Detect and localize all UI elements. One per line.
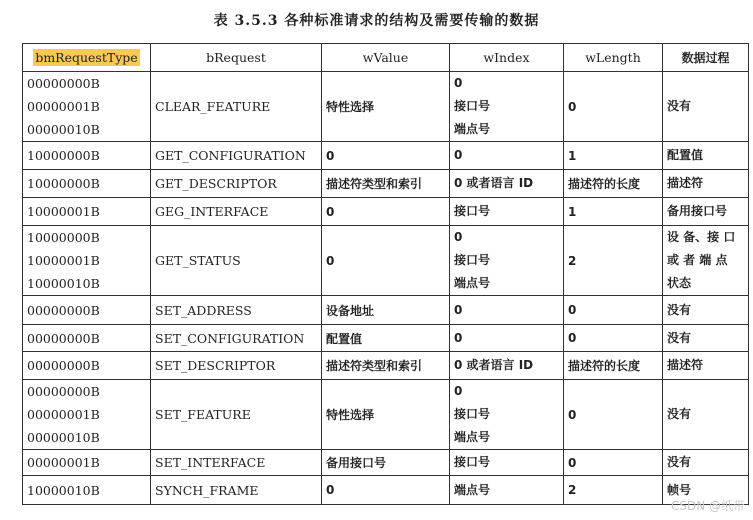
cell-bmrequesttype-line: 10000000B [27, 148, 100, 163]
cell-windex-line: 0 [454, 330, 463, 345]
cell-bmrequesttype [23, 170, 151, 198]
cell-data-stage-line: 状态 [667, 276, 692, 290]
cell-data-stage [663, 72, 749, 142]
cell-windex-line: 端点号 [454, 276, 491, 290]
cell-wlength: 1 [564, 142, 663, 170]
cell-brequest: CLEAR_FEATURE [151, 72, 322, 142]
cell-windex-line: 接口号 [454, 407, 491, 421]
cell-bmrequesttype-line: 00000000B [27, 384, 100, 399]
cell-wvalue: 特性选择 [322, 380, 450, 450]
cell-bmrequesttype [23, 142, 151, 170]
cell-windex-line: 接口号 [454, 253, 491, 267]
cell-wvalue: 0 [322, 142, 450, 170]
cell-wlength: 0 [564, 296, 663, 325]
cell-data-stage [663, 198, 749, 226]
header-wlength: wLength [564, 44, 663, 72]
cell-bmrequesttype [23, 352, 151, 380]
cell-data-stage [663, 142, 749, 170]
cell-wvalue: 描述符类型和索引 [322, 170, 450, 198]
cell-bmrequesttype-line: 10000010B [27, 276, 100, 291]
cell-bmrequesttype-line: 10000001B [27, 253, 100, 268]
cell-wlength: 0 [564, 450, 663, 476]
cell-wvalue: 0 [322, 476, 450, 505]
cell-data-stage-line: 备用接口号 [667, 204, 728, 218]
cell-windex-line: 0 [454, 148, 463, 162]
cell-windex [450, 450, 564, 476]
cell-wlength: 0 [564, 72, 663, 142]
cell-wlength: 描述符的长度 [564, 352, 663, 380]
cell-wlength: 1 [564, 198, 663, 226]
cell-bmrequesttype [23, 476, 151, 505]
cell-brequest: GET_STATUS [151, 226, 322, 296]
table-row [23, 325, 749, 352]
cell-windex-line: 端点号 [454, 430, 491, 444]
cell-bmrequesttype-line: 00000000B [27, 358, 100, 373]
cell-data-stage [663, 170, 749, 198]
cell-windex-line: 0 [454, 384, 463, 398]
cell-bmrequesttype-line: 00000001B [27, 99, 100, 114]
header-wvalue: wValue [322, 44, 450, 72]
table-row [23, 198, 749, 226]
cell-data-stage-line: 没有 [667, 302, 692, 317]
cell-windex [450, 476, 564, 505]
cell-wvalue: 设备地址 [322, 296, 450, 325]
cell-bmrequesttype-line: 00000000B [27, 302, 100, 318]
cell-bmrequesttype [23, 72, 151, 142]
cell-windex [450, 380, 564, 450]
table-row [23, 142, 749, 170]
cell-data-stage-line: 帧号 [667, 482, 692, 497]
cell-data-stage [663, 226, 749, 296]
cell-brequest: SET_DESCRIPTOR [151, 352, 322, 380]
cell-wvalue: 0 [322, 198, 450, 226]
cell-windex [450, 72, 564, 142]
cell-wvalue: 特性选择 [322, 72, 450, 142]
table-row [23, 296, 749, 325]
cell-data-stage [663, 380, 749, 450]
table-row [23, 450, 749, 476]
cell-bmrequesttype [23, 296, 151, 325]
cell-bmrequesttype-line: 00000000B [27, 76, 100, 91]
cell-bmrequesttype [23, 198, 151, 226]
cell-wlength: 0 [564, 380, 663, 450]
cell-data-stage [663, 352, 749, 380]
table-row [23, 380, 749, 450]
cell-data-stage [663, 325, 749, 352]
table-row [23, 476, 749, 505]
cell-wvalue: 备用接口号 [322, 450, 450, 476]
cell-windex-line: 端点号 [454, 482, 491, 497]
header-bmrequesttype: bmRequestType [23, 44, 151, 72]
table-row [23, 170, 749, 198]
cell-data-stage-line: 没有 [667, 330, 692, 345]
cell-wvalue: 0 [322, 226, 450, 296]
cell-data-stage-line: 没有 [667, 407, 692, 421]
header-windex: wIndex [450, 44, 564, 72]
cell-windex [450, 226, 564, 296]
cell-windex-line: 0 或者语言 ID [454, 176, 534, 190]
cell-bmrequesttype-line: 10000000B [27, 176, 100, 191]
cell-wlength: 2 [564, 226, 663, 296]
cell-wlength: 0 [564, 325, 663, 352]
cell-data-stage-line: 没有 [667, 99, 692, 113]
table-row [23, 72, 749, 142]
cell-bmrequesttype-line: 10000001B [27, 204, 100, 219]
cell-bmrequesttype-line: 10000000B [27, 230, 100, 245]
header-data-stage: 数据过程 [663, 44, 749, 72]
cell-windex [450, 325, 564, 352]
cell-brequest: SET_FEATURE [151, 380, 322, 450]
cell-bmrequesttype-line: 00000010B [27, 122, 100, 137]
cell-brequest: SET_INTERFACE [151, 450, 322, 476]
cell-data-stage-line: 描述符 [667, 358, 704, 372]
cell-brequest: SET_CONFIGURATION [151, 325, 322, 352]
cell-wlength: 2 [564, 476, 663, 505]
cell-wvalue: 描述符类型和索引 [322, 352, 450, 380]
cell-windex-line: 端点号 [454, 122, 491, 136]
standard-requests-table [22, 43, 749, 505]
cell-windex-line: 0 或者语言 ID [454, 358, 534, 372]
cell-bmrequesttype [23, 325, 151, 352]
watermark: CSDN @纸带 [670, 499, 745, 513]
cell-windex [450, 198, 564, 226]
header-brequest: bRequest [151, 44, 322, 72]
header-row [23, 44, 749, 72]
cell-windex-line: 接口号 [454, 455, 491, 469]
cell-data-stage-line: 描述符 [667, 176, 704, 190]
cell-windex-line: 0 [454, 230, 463, 244]
cell-wlength: 描述符的长度 [564, 170, 663, 198]
table-caption: 表 3.5.3 各种标准请求的结构及需要传输的数据 [213, 13, 540, 29]
cell-bmrequesttype-line: 00000001B [27, 455, 100, 470]
cell-windex-line: 接口号 [454, 99, 491, 113]
cell-brequest: SYNCH_FRAME [151, 476, 322, 505]
cell-windex [450, 142, 564, 170]
cell-windex-line: 0 [454, 302, 463, 317]
cell-brequest: GEG_INTERFACE [151, 198, 322, 226]
cell-bmrequesttype-line: 10000010B [27, 482, 100, 498]
cell-windex-line: 0 [454, 76, 463, 90]
cell-data-stage [663, 450, 749, 476]
cell-brequest: GET_CONFIGURATION [151, 142, 322, 170]
table-row [23, 226, 749, 296]
cell-windex [450, 170, 564, 198]
cell-bmrequesttype-line: 00000001B [27, 407, 100, 422]
cell-bmrequesttype [23, 226, 151, 296]
cell-wvalue: 配置值 [322, 325, 450, 352]
cell-bmrequesttype [23, 450, 151, 476]
cell-bmrequesttype-line: 00000010B [27, 430, 100, 445]
cell-brequest: GET_DESCRIPTOR [151, 170, 322, 198]
cell-brequest: SET_ADDRESS [151, 296, 322, 325]
cell-bmrequesttype-line: 00000000B [27, 330, 100, 346]
cell-data-stage-line: 设 备、接 口 [667, 230, 736, 244]
cell-bmrequesttype [23, 380, 151, 450]
cell-data-stage [663, 296, 749, 325]
cell-windex [450, 352, 564, 380]
cell-windex [450, 296, 564, 325]
cell-windex-line: 接口号 [454, 204, 491, 218]
cell-data-stage-line: 没有 [667, 455, 692, 469]
cell-data-stage-line: 或 者 端 点 [667, 253, 728, 267]
cell-data-stage-line: 配置值 [667, 148, 704, 162]
table-row [23, 352, 749, 380]
